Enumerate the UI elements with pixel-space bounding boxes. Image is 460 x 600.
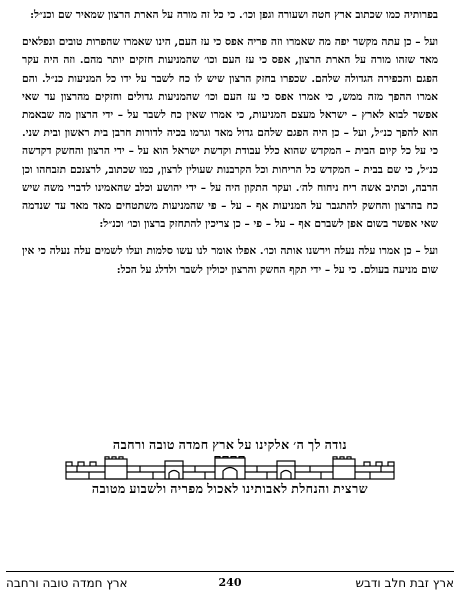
blessing-banner — [22, 436, 438, 508]
page-number: 240 — [218, 576, 242, 589]
banner-bottom-line: שרצית והנחלת לאבותינו לאכול מפריה ולשבוע מטובה — [91, 482, 369, 496]
page-footer — [6, 576, 454, 594]
paragraph-3: ועל – כן אמרו עלה נעלה וירשנו אותה וכו׳. אפלו אומר לנו עשו סלמות ועלו לשמים עלה נעלה כי אין שום מניעה בעולם. כי על – ידי תקף החשק והרצון יכולין לשבר ולדלג על הכל: — [22, 245, 438, 276]
footer-right-title: ארץ זבת חלב ודבש — [355, 576, 454, 590]
body-text — [22, 6, 438, 279]
paragraph-2: ועל – כן עתה מקשר יפה מה שאמרו וזה פריה אפס כי עז העם, הינו שאמרו שהפרות טובים ונפלאים מאד שזהו מורה על הארת הרצון, אפס כי עז העם וכו׳ שהמניעות חזקים יותר מהם. וזה היה עקר הפגם והכפירה הגדולה שלהם. שכפרו בחזק הרצון שיש לו כח לשבר על ידו כל המניעות כנ״ל. והם אמרו ההפך מזה ממש, כי אמרו אפס כי עז העם וכו׳ שהמניעות גדולים וחזקים מהרצון עד שאי אפשר לבוא לארץ – ישראל מעצם המניעות, כי אמרו שאין כח לשבר על – ידי הרצון מה שבאמת הוא להפך כנ״ל, ועל – כן היה הפגם שלהם גדול מאד וגרמו בכיה לדורות חרבן בית ראשון ובית שני. כי על כל קיום הבית – המקדש שהוא כלל עבודת וקדשת ישראל הוא על – ידי הרצון והחשק דקדשה כנ״ל, כי שם בבית – המקדש כל הריחות וכל הקרבנות שעולין לרצון, כמו שכתוב, לרצנכם תזבחהו וכן הרבה, וכתיב אשה ריח ניחוח לה׳. ועקר התקון היה על – ידי יהושע וכלב שהאמינו לדברי משה שיש כח בהרצון והחשק להתגבר על המניעות אף – על – פי שהמניעות משתטחים מאד מאד עד שנדמה שאי אפשר בשום אפן לשברם אף – על – פי – כן צריכין להתחזק ברצון וכו׳ וכנ״ל: — [22, 36, 438, 231]
paragraph-1: בפרותיה כמו שכתוב ארץ חטה ושעורה וגפן וכו׳. כי כל זה מורה על הארת הרצון שמאיר שם וכנ״ל: — [30, 9, 438, 21]
footer-divider — [6, 571, 454, 572]
footer-left-title: ארץ חמדה טובה ורחבה — [6, 576, 128, 590]
banner-top-line: נודה לך ה׳ אלקינו על ארץ חמדה טובה ורחבה — [112, 438, 348, 452]
jerusalem-wall-icon — [65, 456, 395, 480]
